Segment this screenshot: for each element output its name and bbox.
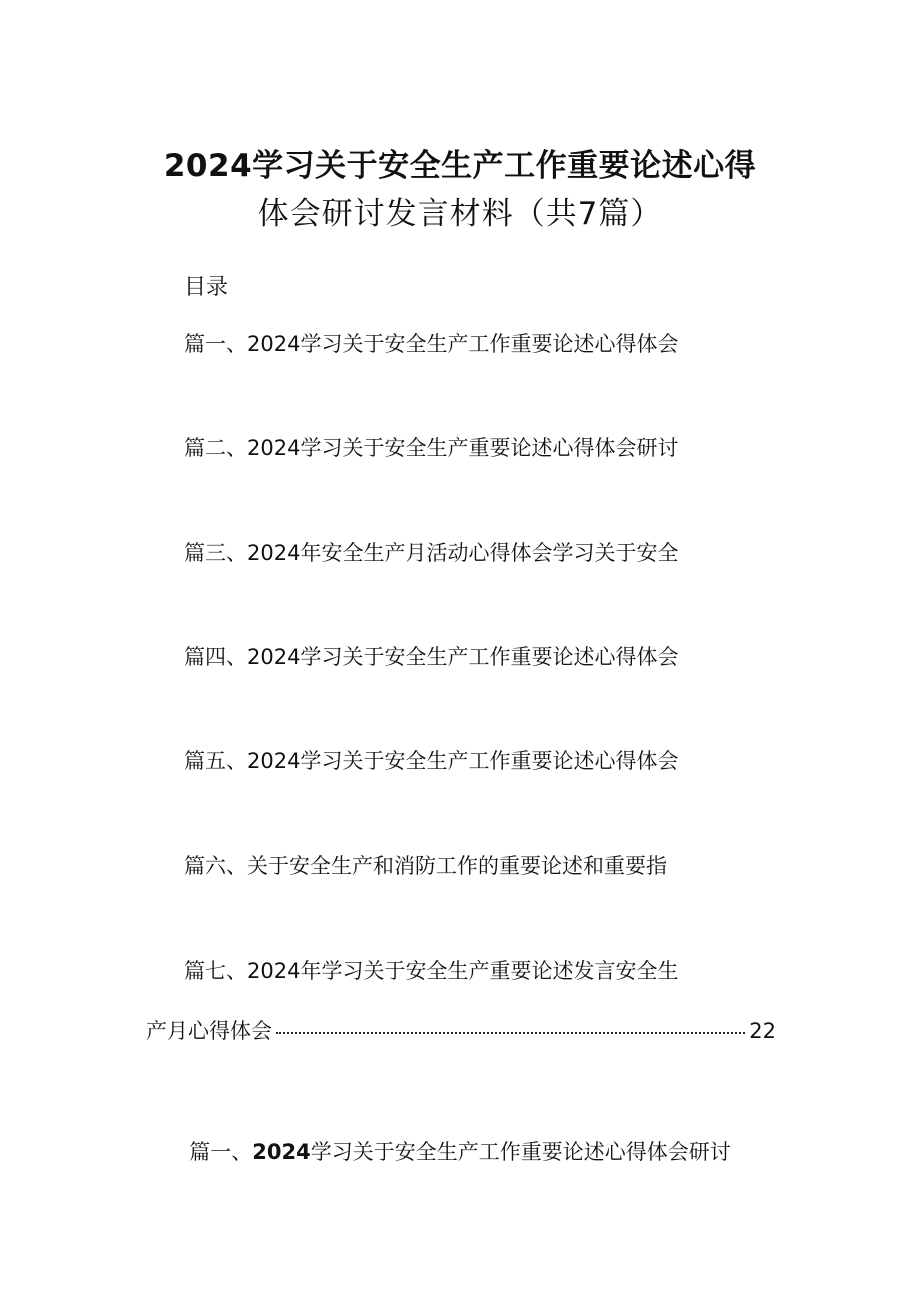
toc-item-2[interactable]: 篇二、2024学习关于安全生产重要论述心得体会研讨 — [184, 436, 679, 460]
toc-item-7[interactable]: 篇七、2024年学习关于安全生产重要论述发言安全生 — [184, 959, 679, 983]
toc-dot-leader — [276, 1032, 745, 1034]
document-title-line-1: 2024学习关于安全生产工作重要论述心得 — [163, 148, 757, 184]
toc-item-1[interactable]: 篇一、2024学习关于安全生产工作重要论述心得体会 — [184, 332, 679, 356]
toc-item-3[interactable]: 篇三、2024年安全生产月活动心得体会学习关于安全 — [184, 541, 679, 565]
toc-item-7-continuation-text: 产月心得体会 — [146, 1019, 272, 1043]
toc-item-5[interactable]: 篇五、2024学习关于安全生产工作重要论述心得体会 — [184, 749, 679, 773]
toc-heading: 目录 — [184, 275, 229, 300]
document-title-line-2: 体会研讨发言材料（共7篇） — [257, 196, 663, 232]
section-1-prefix: 篇一、 — [189, 1140, 253, 1164]
toc-item-7-page-number: 22 — [749, 1019, 776, 1043]
toc-item-4[interactable]: 篇四、2024学习关于安全生产工作重要论述心得体会 — [184, 645, 679, 669]
section-1-year: 2024 — [252, 1140, 311, 1164]
section-1-title-rest: 学习关于安全生产工作重要论述心得体会研讨 — [310, 1140, 731, 1164]
toc-item-7-continuation[interactable] — [146, 1015, 776, 1045]
toc-item-6[interactable]: 篇六、关于安全生产和消防工作的重要论述和重要指 — [184, 854, 667, 878]
section-1-heading — [0, 1136, 920, 1166]
